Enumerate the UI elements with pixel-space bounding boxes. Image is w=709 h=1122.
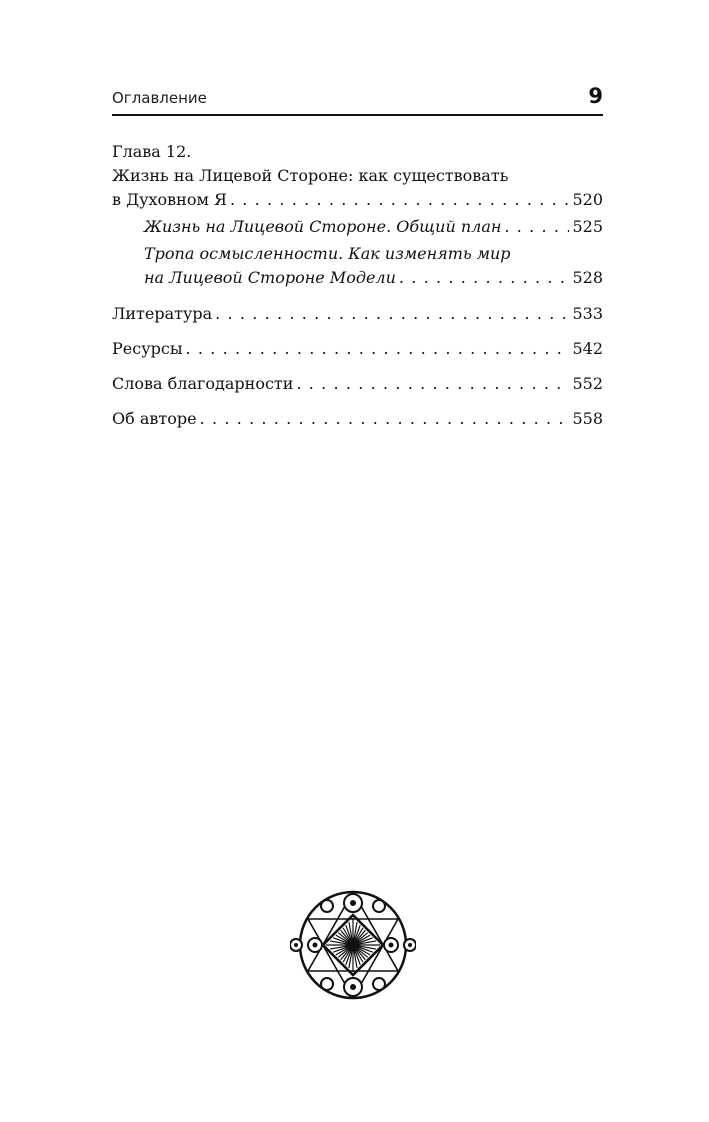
entry-page: 558 — [572, 409, 603, 428]
entry-page: 552 — [572, 374, 603, 393]
chapter-label: Глава 12. — [112, 142, 192, 161]
entry-page: 525 — [572, 217, 603, 236]
table-of-contents — [112, 140, 603, 431]
entry-page: 528 — [572, 268, 603, 287]
dot-leader — [215, 302, 569, 326]
toc-entry-sub-1[interactable] — [112, 215, 603, 239]
entry-title: Слова благодарности — [112, 374, 294, 393]
page-number: 9 — [588, 84, 603, 108]
dot-leader — [399, 266, 570, 290]
toc-entry-acknowledgements[interactable] — [112, 372, 603, 396]
toc-entry-chapter-12[interactable] — [112, 188, 603, 212]
running-header — [112, 86, 603, 116]
dot-leader — [504, 215, 569, 239]
dot-leader — [200, 407, 570, 431]
header-title: Оглавление — [112, 89, 207, 107]
sub1-title: Жизнь на Лицевой Стороне. Общий план — [144, 217, 502, 236]
dot-leader — [186, 337, 570, 361]
mandala-emblem-icon — [290, 884, 416, 1006]
toc-entry-resources[interactable] — [112, 337, 603, 361]
entry-page: 533 — [572, 304, 603, 323]
chapter-title-line2: в Духовном Я — [112, 190, 227, 209]
entry-title: Об авторе — [112, 409, 197, 428]
dot-leader — [230, 188, 570, 212]
toc-entry-literature[interactable] — [112, 302, 603, 326]
entry-title: Литература — [112, 304, 213, 323]
toc-entry-sub-2[interactable] — [112, 242, 603, 290]
toc-entry-about-author[interactable] — [112, 407, 603, 431]
entry-title: Ресурсы — [112, 339, 183, 358]
sub2-title-line2: на Лицевой Стороне Модели — [144, 268, 396, 287]
entry-page: 542 — [572, 339, 603, 358]
dot-leader — [296, 372, 569, 396]
entry-page: 520 — [572, 190, 603, 209]
sub2-title-line1: Тропа осмысленности. Как изменять мир — [144, 244, 511, 263]
chapter-title-line1: Жизнь на Лицевой Стороне: как существовать — [112, 166, 509, 185]
